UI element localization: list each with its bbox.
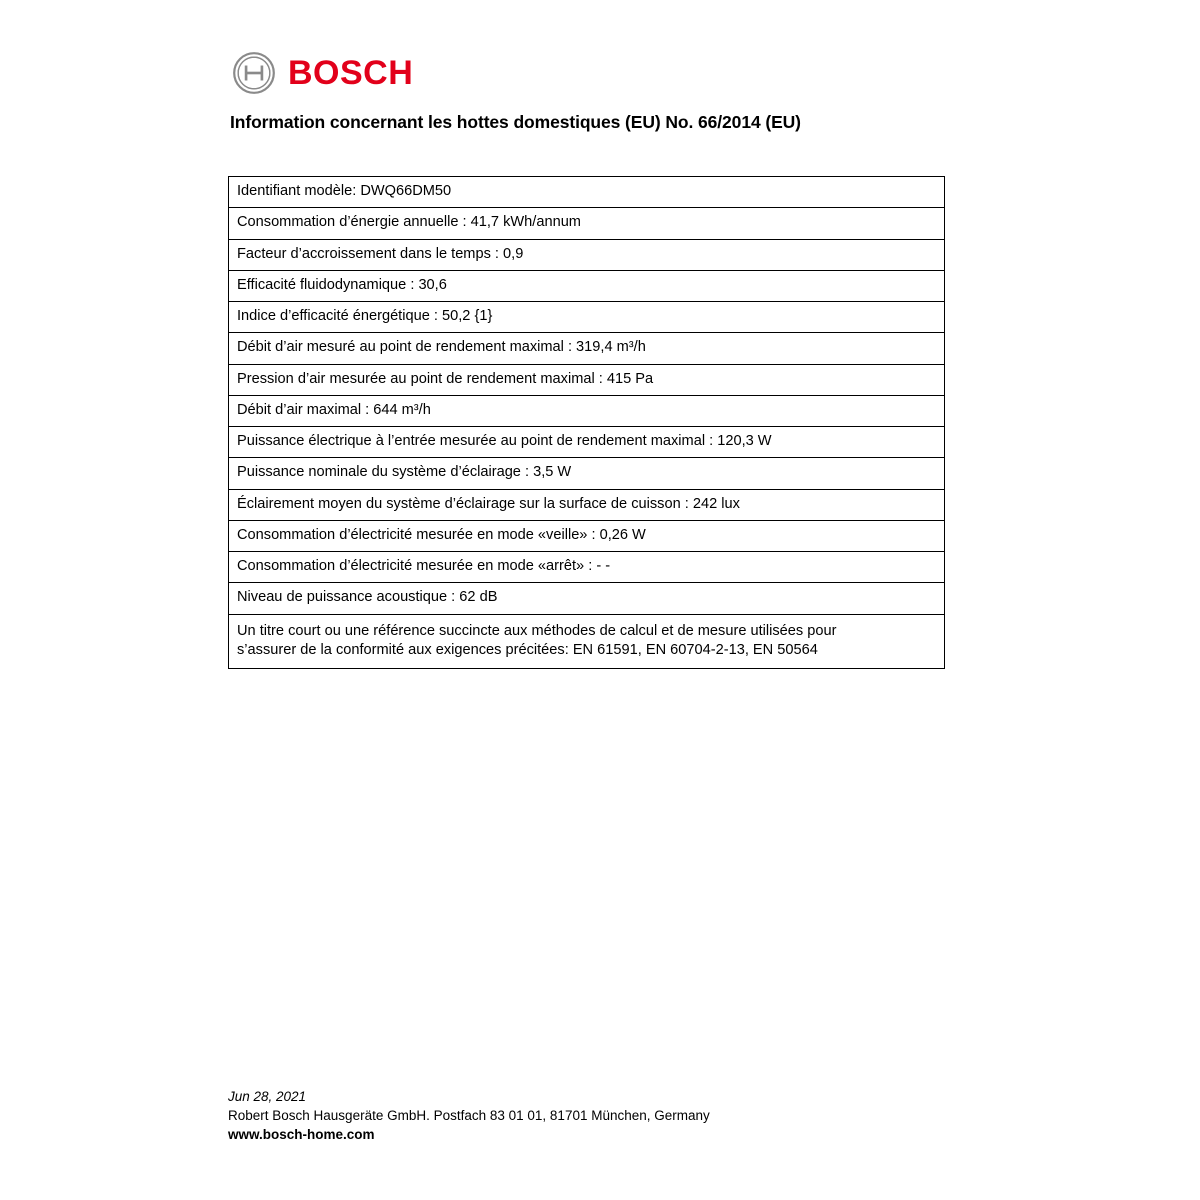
table-row xyxy=(229,489,945,520)
footer-address: Robert Bosch Hausgeräte GmbH. Postfach 83 01 01, 81701 München, Germany xyxy=(228,1108,710,1124)
table-cell-lighting-rated-power: Puissance nominale du système d’éclairage : 3,5 W xyxy=(229,458,945,489)
table-cell-average-illumination: Éclairement moyen du système d’éclairage sur la surface de cuisson : 242 lux xyxy=(229,489,945,520)
table-row xyxy=(229,302,945,333)
table-row xyxy=(229,583,945,614)
table-row xyxy=(229,333,945,364)
table-row xyxy=(229,177,945,208)
table-row xyxy=(229,458,945,489)
table-row xyxy=(229,364,945,395)
table-cell-annual-energy-consumption: Consommation d’énergie annuelle : 41,7 kWh/annum xyxy=(229,208,945,239)
table-cell-standby-power: Consommation d’électricité mesurée en mode «veille» : 0,26 W xyxy=(229,520,945,551)
footer-website[interactable]: www.bosch-home.com xyxy=(228,1127,375,1143)
table-cell-maximum-airflow: Débit d’air maximal : 644 m³/h xyxy=(229,395,945,426)
table-cell-measurement-standards xyxy=(229,614,945,669)
footer xyxy=(228,1087,710,1144)
table-cell-fluid-dynamic-efficiency: Efficacité fluidodynamique : 30,6 xyxy=(229,270,945,301)
bosch-logo xyxy=(232,50,413,96)
table-cell-model-identifier: Identifiant modèle: DWQ66DM50 xyxy=(229,177,945,208)
standards-line-2: s’assurer de la conformité aux exigences précitées: EN 61591, EN 60704-2-13, EN 50564 xyxy=(237,641,818,658)
table-row xyxy=(229,614,945,669)
table-row xyxy=(229,395,945,426)
table-row xyxy=(229,270,945,301)
bosch-wordmark: BOSCH xyxy=(288,54,414,92)
table-row xyxy=(229,552,945,583)
standards-line-1: Un titre court ou une référence succincte aux méthodes de calcul et de mesure utilisées pour xyxy=(237,622,837,639)
table-cell-time-increase-factor: Facteur d’accroissement dans le temps : 0,9 xyxy=(229,239,945,270)
footer-date: Jun 28, 2021 xyxy=(228,1089,307,1104)
table-row xyxy=(229,427,945,458)
table-row xyxy=(229,520,945,551)
table-cell-airflow-best-efficiency: Débit d’air mesuré au point de rendement maximal : 319,4 m³/h xyxy=(229,333,945,364)
product-information-table xyxy=(228,176,945,669)
table-cell-air-pressure-best-efficiency: Pression d’air mesurée au point de rendement maximal : 415 Pa xyxy=(229,364,945,395)
bosch-armature-emblem-icon xyxy=(232,51,276,95)
table-row xyxy=(229,239,945,270)
page-title: Information concernant les hottes domestiques (EU) No. 66/2014 (EU) xyxy=(230,112,801,132)
table-row xyxy=(229,208,945,239)
table-cell-energy-efficiency-index: Indice d’efficacité énergétique : 50,2 {1} xyxy=(229,302,945,333)
table-cell-off-mode-power: Consommation d’électricité mesurée en mode «arrêt» : - - xyxy=(229,552,945,583)
table-cell-sound-power-level: Niveau de puissance acoustique : 62 dB xyxy=(229,583,945,614)
table-cell-electric-input-power: Puissance électrique à l’entrée mesurée au point de rendement maximal : 120,3 W xyxy=(229,427,945,458)
